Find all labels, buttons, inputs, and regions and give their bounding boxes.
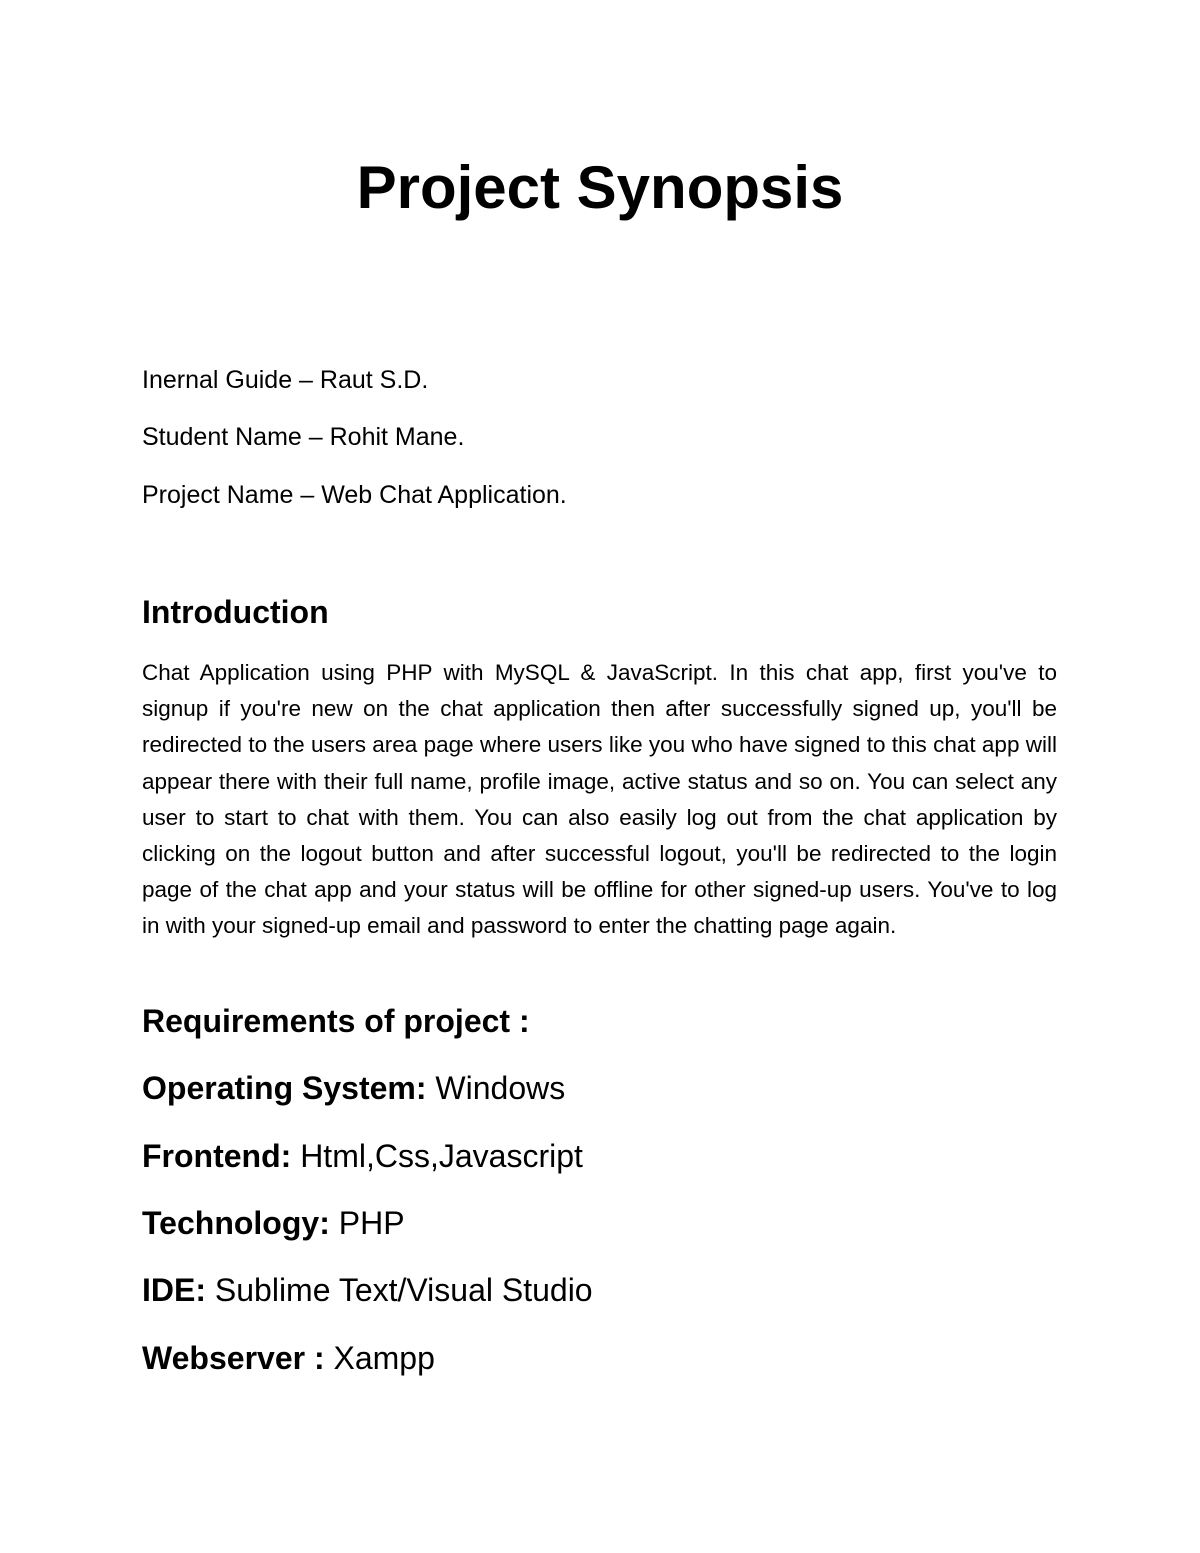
requirement-label: IDE: (142, 1272, 206, 1308)
requirement-label: Frontend: (142, 1138, 292, 1174)
introduction-heading: Introduction (142, 594, 329, 630)
requirement-operating-system (142, 1068, 565, 1108)
requirement-value: Windows (426, 1070, 566, 1106)
introduction-paragraph: Chat Application using PHP with MySQL & JavaScript. In this chat app, first you've to signup if you're new on the chat application then after successfully signed up, you'll be redirected to the users area page where users like you who have signed to this chat app will appear there with their full name, profile image, active status and so on. You can select any user to start to chat with them. You can also easily log out from the chat application by clicking on the logout button and after successful logout, you'll be redirected to the login page of the chat app and your status will be offline for other signed-up users. You've to log in with your signed-up email and password to enter the chatting page again. (142, 660, 1057, 939)
requirement-label: Webserver : (142, 1340, 325, 1376)
project-name-line: Project Name – Web Chat Application. (142, 481, 567, 509)
requirements-heading: Requirements of project : (142, 1003, 530, 1039)
requirement-webserver (142, 1338, 435, 1378)
requirement-value: PHP (329, 1205, 405, 1241)
page-title: Project Synopsis (356, 154, 844, 221)
internal-guide-line: Inernal Guide – Raut S.D. (142, 366, 429, 394)
requirement-ide (142, 1270, 593, 1310)
requirement-value: Html,Css,Javascript (291, 1138, 583, 1174)
requirement-label: Operating System: (142, 1070, 427, 1106)
requirement-value: Xampp (324, 1340, 435, 1376)
requirement-frontend (142, 1136, 583, 1176)
requirement-value: Sublime Text/Visual Studio (206, 1272, 593, 1308)
requirement-label: Technology: (142, 1205, 330, 1241)
student-name-line: Student Name – Rohit Mane. (142, 423, 465, 451)
requirement-technology (142, 1203, 405, 1243)
